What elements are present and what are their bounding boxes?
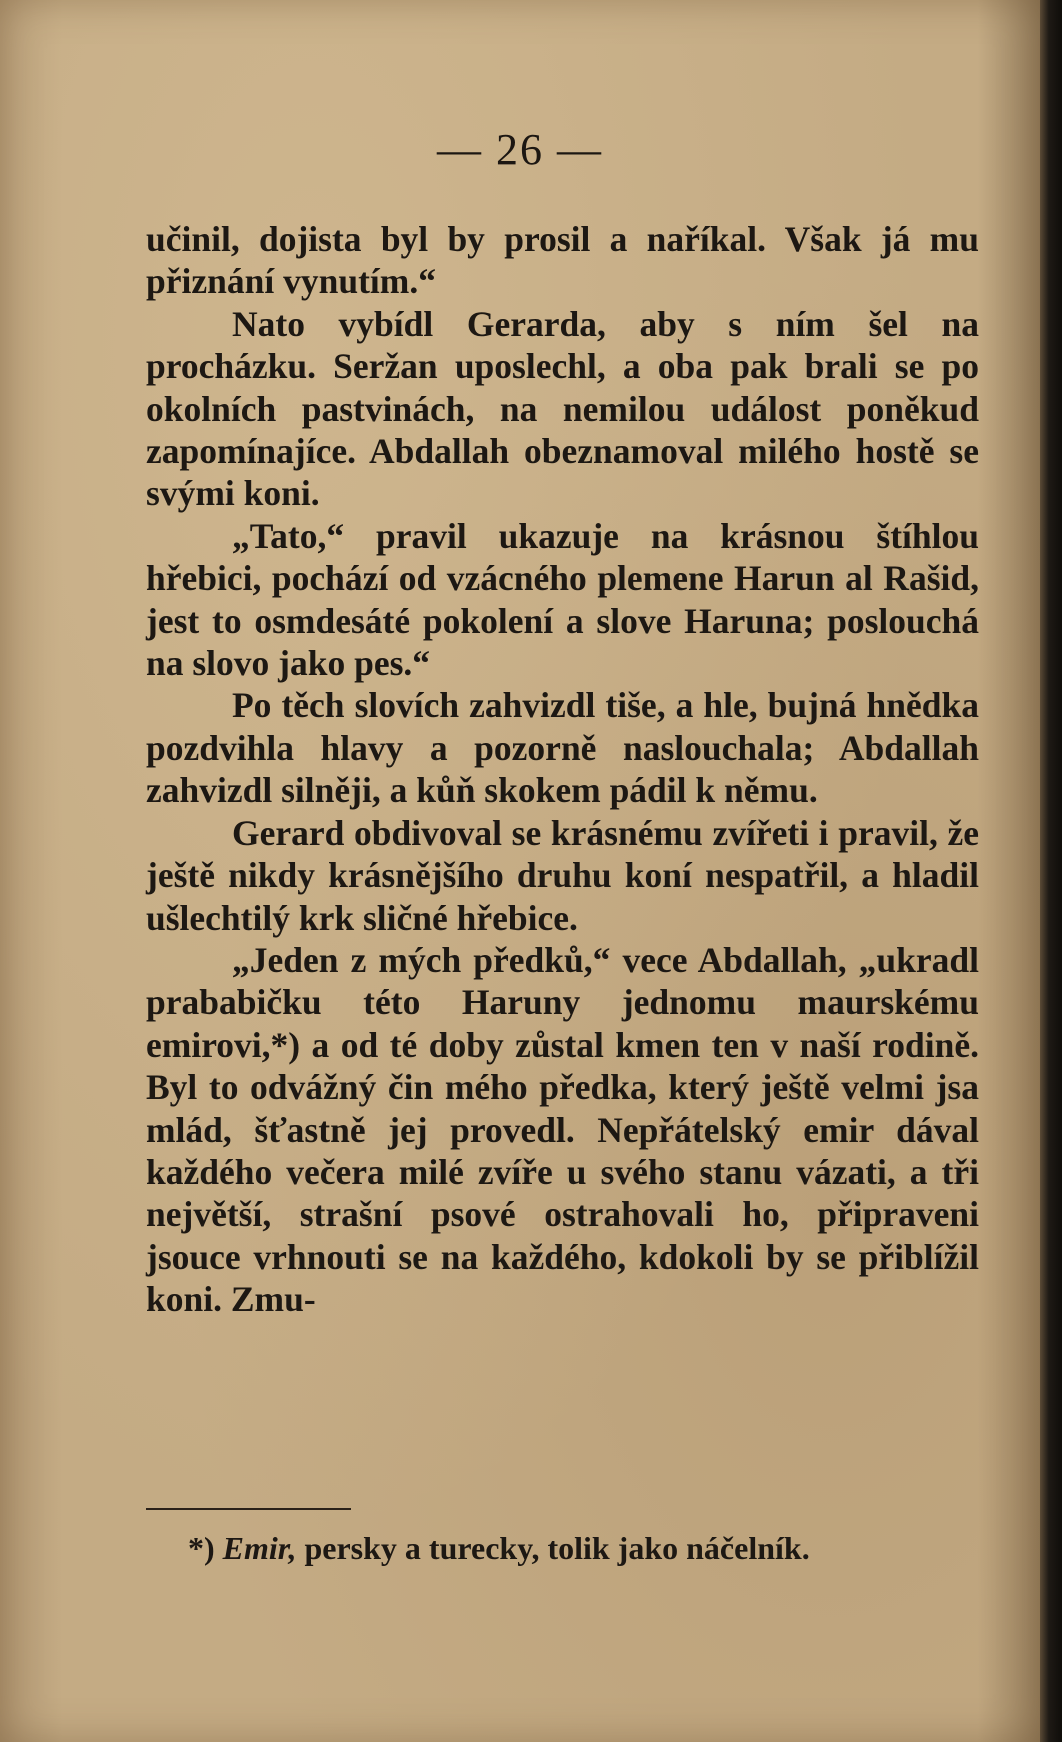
- paragraph: učinil, dojista byl by prosil a naříkal. Však já mu přiznání vynutím.“: [146, 219, 979, 302]
- paragraph: Po těch slovích zahvizdl tiše, a hle, bujná hnědka pozdvihla hlavy a pozorně naslouchala; Abdallah zahvizdl silněji, a kůň skokem pádil k němu.: [146, 685, 979, 811]
- paragraph: „Tato,“ pravil ukazuje na krásnou štíhlou hřebici, pochází od vzácného plemene Harun al Rašid, jest to osmdesáté pokolení a slove Haruna; poslouchá na slovo jako pes.“: [146, 515, 979, 684]
- footnote-marker: *): [188, 1530, 215, 1566]
- footnote-text: persky a turecky, tolik jako náčelník.: [304, 1530, 810, 1566]
- paragraph: Nato vybídl Gerarda, aby s ním šel na procházku. Seržan uposlechl, a oba pak brali se po okolních pastvinách, na nemilou událost poněkud zapomínajíce. Abdallah obeznamoval milého hostě se svými koni.: [146, 303, 979, 514]
- paragraph: „Jeden z mých předků,“ vece Abdallah, „ukradl prababičku této Haruny jednomu maurskému emirovi,*) a od té doby zůstal kmen ten v naší rodině. Byl to odvážný čin mého předka, který ještě velmi jsa mlád, šťastně jej provedl. Nepřátelský emir dával každého večera milé zvíře u svého stanu vázati, a tři největší, strašní psové ostrahovali ho, připraveni jsouce vrhnouti se na každého, kdokoli by se přiblížil koni. Zmu-: [146, 939, 979, 1320]
- paragraph: Gerard obdivoval se krásnému zvířeti i pravil, že ještě nikdy krásnějšího druhu koní nespatřil, a hladil ušlechtilý krk sličné hřebice.: [146, 812, 979, 938]
- footnote: [146, 1526, 979, 1570]
- body-text: [146, 218, 979, 1321]
- footnote-term: Emir,: [222, 1530, 297, 1566]
- book-binding-edge: [1040, 0, 1062, 1742]
- page-number: — 26 —: [437, 125, 603, 174]
- footnote-divider: [146, 1508, 351, 1510]
